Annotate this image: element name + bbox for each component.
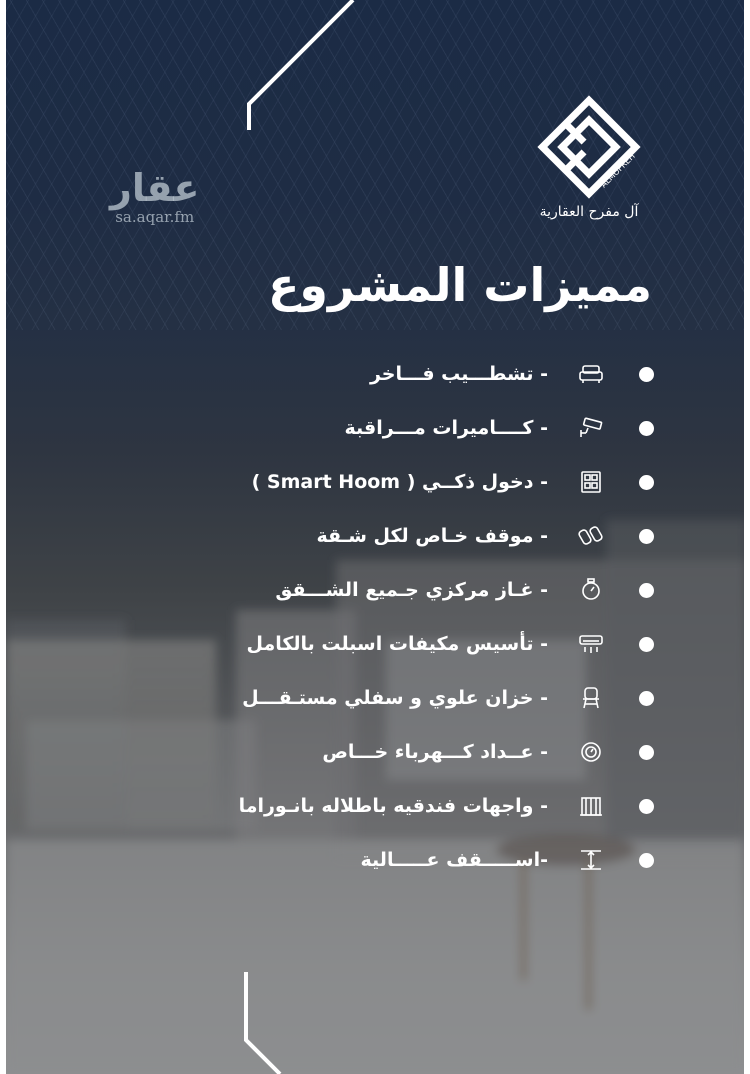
watermark-arabic: عقار xyxy=(110,166,200,210)
feature-item xyxy=(214,509,654,563)
feature-item xyxy=(214,347,654,401)
feature-item xyxy=(214,401,654,455)
page-title: مميزات المشروع xyxy=(267,258,652,312)
bullet-dot xyxy=(639,691,654,706)
feature-item xyxy=(214,725,654,779)
feature-item xyxy=(214,779,654,833)
bullet-dot xyxy=(639,583,654,598)
feature-text: - موقف خـاص لكل شـقة xyxy=(316,525,548,547)
feature-item xyxy=(214,671,654,725)
sofa-icon xyxy=(578,362,604,386)
bullet-dot xyxy=(639,475,654,490)
feature-text: - دخول ذكــي ( Smart Hoom ) xyxy=(251,471,548,493)
feature-text: -اســـــقف عـــــالية xyxy=(360,849,548,871)
bullet-dot xyxy=(639,853,654,868)
bullet-dot xyxy=(639,799,654,814)
logo-text: ALMOFREH xyxy=(599,151,637,190)
watermark-url: sa.aqar.fm xyxy=(115,208,195,226)
smart-panel-icon xyxy=(578,470,604,494)
water-tank-icon xyxy=(578,686,604,710)
almofreh-logo-icon xyxy=(534,92,644,202)
ceiling-icon xyxy=(578,848,604,872)
brand-name: آل مفرح العقارية xyxy=(539,204,639,220)
feature-item xyxy=(214,833,654,887)
bullet-dot xyxy=(639,529,654,544)
air-conditioner-icon xyxy=(578,632,604,656)
feature-text: - عــداد كـــهرباء خـــاص xyxy=(322,741,548,763)
features-list xyxy=(214,347,654,887)
brand-logo xyxy=(524,92,654,232)
feature-text: - كــــاميرات مـــراقبة xyxy=(344,417,548,439)
bullet-dot xyxy=(639,637,654,652)
feature-item xyxy=(214,455,654,509)
feature-item xyxy=(214,617,654,671)
parking-icon xyxy=(578,524,604,548)
feature-item xyxy=(214,563,654,617)
security-camera-icon xyxy=(578,416,604,440)
bullet-dot xyxy=(639,421,654,436)
aqar-watermark xyxy=(110,168,199,226)
feature-text: - غـاز مركزي جـميع الشـــقق xyxy=(275,579,548,601)
gas-meter-icon xyxy=(578,578,604,602)
feature-text: - واجهات فندقيه باطلاله بانـوراما xyxy=(238,795,548,817)
bullet-dot xyxy=(639,367,654,382)
poster xyxy=(6,0,744,1074)
facade-icon xyxy=(578,794,604,818)
bullet-dot xyxy=(639,745,654,760)
feature-text: - تأسيس مكيفات اسبلت بالكامل xyxy=(246,633,548,655)
feature-text: - تشطـــيب فـــاخر xyxy=(369,363,548,385)
electric-meter-icon xyxy=(578,740,604,764)
feature-text: - خزان علوي و سفلي مستـقـــل xyxy=(242,687,548,709)
